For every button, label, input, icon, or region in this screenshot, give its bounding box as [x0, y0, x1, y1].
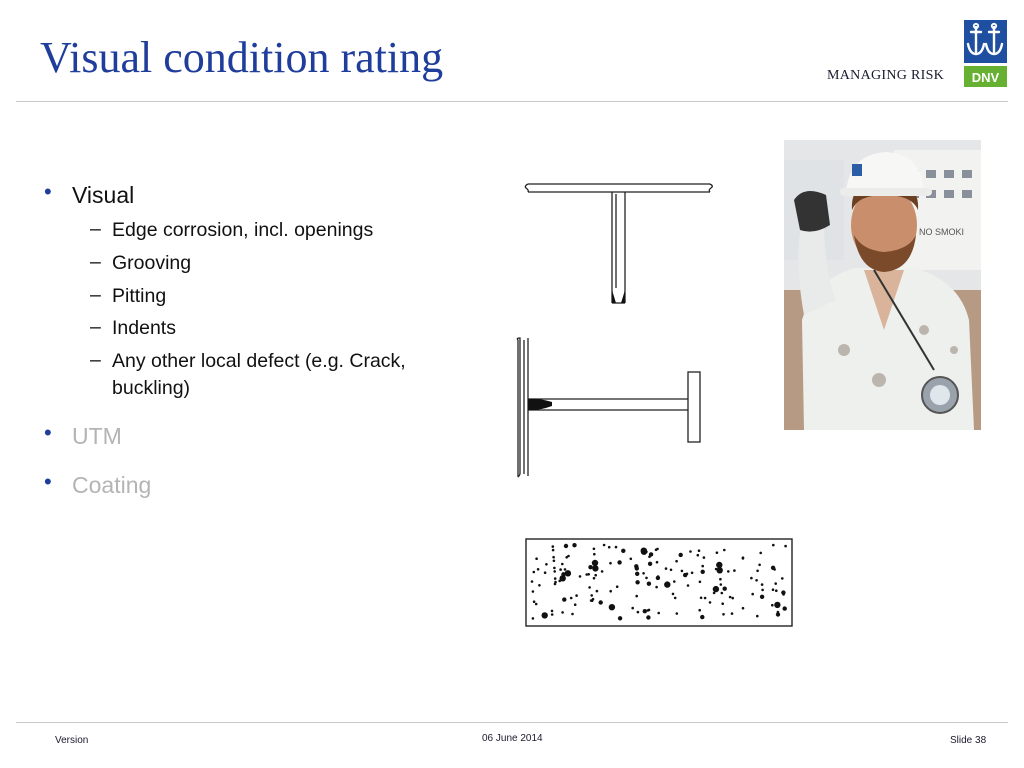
pit-mark — [675, 560, 678, 563]
pit-mark — [676, 612, 679, 615]
pit-mark — [532, 617, 535, 620]
pit-mark — [593, 548, 596, 551]
pit-mark — [648, 555, 651, 558]
dash-icon: – — [90, 349, 101, 371]
pit-mark — [535, 557, 538, 560]
pit-mark — [599, 600, 603, 604]
pit-mark — [733, 569, 736, 572]
pit-mark — [545, 563, 548, 566]
pit-mark — [561, 563, 564, 566]
pit-mark — [551, 613, 554, 616]
pit-mark — [535, 603, 538, 606]
pit-mark — [589, 566, 592, 569]
bullet-dot-icon: • — [44, 179, 52, 204]
pit-mark — [722, 613, 725, 616]
pit-mark — [609, 604, 615, 610]
pit-mark — [719, 578, 722, 581]
pit-mark — [635, 580, 639, 584]
pit-mark — [596, 590, 599, 593]
pit-mark — [564, 568, 567, 571]
pit-mark — [756, 615, 759, 618]
pit-mark — [635, 572, 639, 576]
pit-mark — [635, 566, 639, 570]
pit-mark — [642, 572, 645, 575]
pit-mark — [618, 616, 622, 620]
pit-mark — [750, 577, 753, 580]
pit-mark — [609, 562, 612, 565]
pit-mark — [723, 549, 726, 552]
pit-mark — [570, 597, 573, 600]
pit-mark — [567, 555, 570, 558]
pit-mark — [709, 601, 712, 604]
pit-mark — [681, 570, 684, 573]
pit-mark — [554, 577, 557, 580]
pit-mark — [656, 561, 659, 564]
pit-mark — [761, 589, 764, 592]
pit-mark — [646, 615, 650, 619]
pit-mark — [590, 594, 593, 597]
pit-mark — [617, 560, 621, 564]
pit-mark — [558, 580, 561, 583]
pit-mark — [759, 552, 762, 555]
header-divider — [16, 101, 1008, 102]
pit-mark — [673, 580, 676, 583]
pit-mark — [772, 544, 775, 547]
pit-mark — [553, 560, 556, 563]
pit-mark — [691, 572, 694, 575]
pit-mark — [700, 597, 703, 600]
pit-mark — [721, 602, 724, 605]
footer-date: 06 June 2014 — [482, 733, 543, 744]
pit-mark — [783, 606, 787, 610]
pit-mark — [716, 551, 719, 554]
footer-divider — [16, 722, 1008, 723]
pit-mark — [720, 583, 723, 586]
pit-mark — [552, 545, 555, 548]
pit-mark — [760, 595, 764, 599]
pit-mark — [756, 570, 759, 573]
pit-mark — [689, 550, 692, 553]
pit-mark — [631, 607, 634, 610]
pit-mark — [537, 568, 540, 571]
pit-mark — [761, 583, 764, 586]
sub-bullet-label: Indents — [112, 317, 176, 339]
managing-risk-tagline: MANAGING RISK — [827, 68, 945, 83]
pit-mark — [731, 597, 734, 600]
pit-mark — [544, 571, 547, 574]
pit-mark — [616, 585, 619, 588]
pit-mark — [727, 570, 730, 573]
pit-mark — [592, 598, 595, 601]
pit-mark — [771, 566, 775, 570]
pit-mark — [672, 593, 675, 596]
pit-mark — [533, 600, 536, 603]
pit-mark — [703, 556, 706, 559]
pit-mark — [531, 580, 534, 583]
bullet-dot-icon: • — [44, 420, 52, 445]
sub-bullet-label-continued: buckling) — [112, 377, 191, 399]
pit-mark — [731, 612, 734, 615]
pit-mark — [758, 564, 761, 567]
pit-mark — [593, 577, 596, 580]
pit-mark — [655, 549, 658, 552]
pit-mark — [579, 575, 582, 578]
pit-mark — [648, 609, 651, 612]
pit-mark — [647, 582, 651, 586]
pit-mark — [687, 584, 690, 587]
pit-mark — [553, 570, 556, 573]
sub-bullet-label: Grooving — [112, 252, 192, 274]
pit-mark — [635, 595, 638, 598]
pit-mark — [551, 610, 554, 613]
pit-mark — [679, 553, 683, 557]
pit-mark — [593, 553, 596, 556]
sub-bullet-label: Pitting — [112, 285, 167, 307]
pit-mark — [621, 549, 625, 553]
pit-mark — [601, 570, 604, 573]
pit-mark — [777, 611, 780, 614]
pit-mark — [559, 568, 562, 571]
pit-mark — [782, 593, 785, 596]
pit-mark — [774, 602, 780, 608]
bullet-label: UTM — [72, 423, 122, 449]
pit-mark — [699, 581, 702, 584]
pit-mark — [648, 562, 652, 566]
svg-text:DNV: DNV — [971, 70, 1000, 85]
bullet-label: Coating — [72, 472, 152, 498]
pit-mark — [542, 612, 548, 618]
sub-bullet-label: Edge corrosion, incl. openings — [112, 219, 374, 241]
pit-mark — [704, 597, 707, 600]
pit-mark — [698, 609, 701, 612]
pit-mark — [587, 573, 590, 576]
pit-mark — [552, 549, 555, 552]
pit-mark — [571, 613, 574, 616]
sub-bullet-label: Any other local defect (e.g. Crack, — [112, 350, 406, 372]
footer-version: Version — [55, 735, 89, 746]
pit-mark — [717, 567, 723, 573]
pit-mark — [594, 574, 597, 577]
pit-mark — [538, 584, 541, 587]
pit-mark — [697, 554, 700, 557]
pit-mark — [729, 596, 732, 599]
surveyor-photo — [784, 140, 981, 430]
pit-mark — [701, 570, 705, 574]
pit-mark — [641, 548, 647, 554]
pit-mark — [665, 567, 668, 570]
pit-mark — [657, 577, 660, 580]
pit-mark — [575, 594, 578, 597]
dash-icon: – — [90, 316, 101, 338]
t-profile-edge-corrosion-figure — [520, 178, 720, 308]
pit-mark — [574, 603, 577, 606]
dash-icon: – — [90, 251, 101, 273]
pit-mark — [742, 607, 745, 610]
bullet-dot-icon: • — [44, 469, 52, 494]
pit-mark — [771, 604, 774, 607]
pit-mark — [565, 570, 571, 576]
pit-mark — [664, 581, 670, 587]
pit-mark — [554, 581, 557, 584]
pit-mark — [774, 582, 777, 585]
pit-mark — [561, 611, 564, 614]
pit-mark — [723, 587, 727, 591]
pit-mark — [701, 565, 704, 568]
pit-mark — [775, 589, 778, 592]
footer-slide-number: Slide 38 — [950, 735, 987, 746]
pit-mark — [637, 611, 640, 614]
pit-mark — [772, 588, 775, 591]
pit-mark — [608, 546, 611, 549]
pit-mark — [532, 590, 535, 593]
pit-mark — [742, 557, 745, 560]
pit-mark — [553, 567, 556, 570]
slide-title: Visual condition rating — [40, 33, 444, 82]
pit-mark — [603, 544, 606, 547]
pit-mark — [751, 593, 754, 596]
pit-mark — [572, 543, 576, 547]
bullet-label: Visual — [72, 182, 135, 208]
pit-mark — [715, 568, 718, 571]
pit-mark — [784, 545, 787, 548]
dash-icon: – — [90, 284, 101, 306]
pit-mark — [698, 549, 701, 552]
pit-mark — [713, 586, 719, 592]
pitting-panel-figure — [522, 536, 796, 630]
pit-mark — [643, 609, 647, 613]
pit-mark — [588, 586, 591, 589]
pit-mark — [700, 615, 704, 619]
pit-mark — [781, 577, 784, 580]
stiffener-grooving-figure — [512, 336, 712, 480]
pit-mark — [609, 590, 612, 593]
pit-mark — [674, 597, 677, 600]
pit-mark — [615, 546, 618, 549]
pit-mark — [755, 579, 758, 582]
pit-mark — [552, 556, 555, 559]
pit-mark — [655, 586, 658, 589]
pit-mark — [686, 573, 689, 576]
pit-mark — [630, 558, 633, 561]
pit-mark — [533, 571, 536, 574]
pit-mark — [670, 569, 673, 572]
dnv-logo — [964, 20, 1007, 87]
svg-text:NO SMOKI: NO SMOKI — [919, 227, 965, 237]
pit-mark — [645, 577, 648, 580]
pit-mark — [562, 597, 566, 601]
pit-mark — [592, 565, 598, 571]
pit-mark — [657, 612, 660, 615]
pit-mark — [721, 592, 724, 595]
dash-icon: – — [90, 218, 101, 240]
pit-mark — [564, 544, 568, 548]
